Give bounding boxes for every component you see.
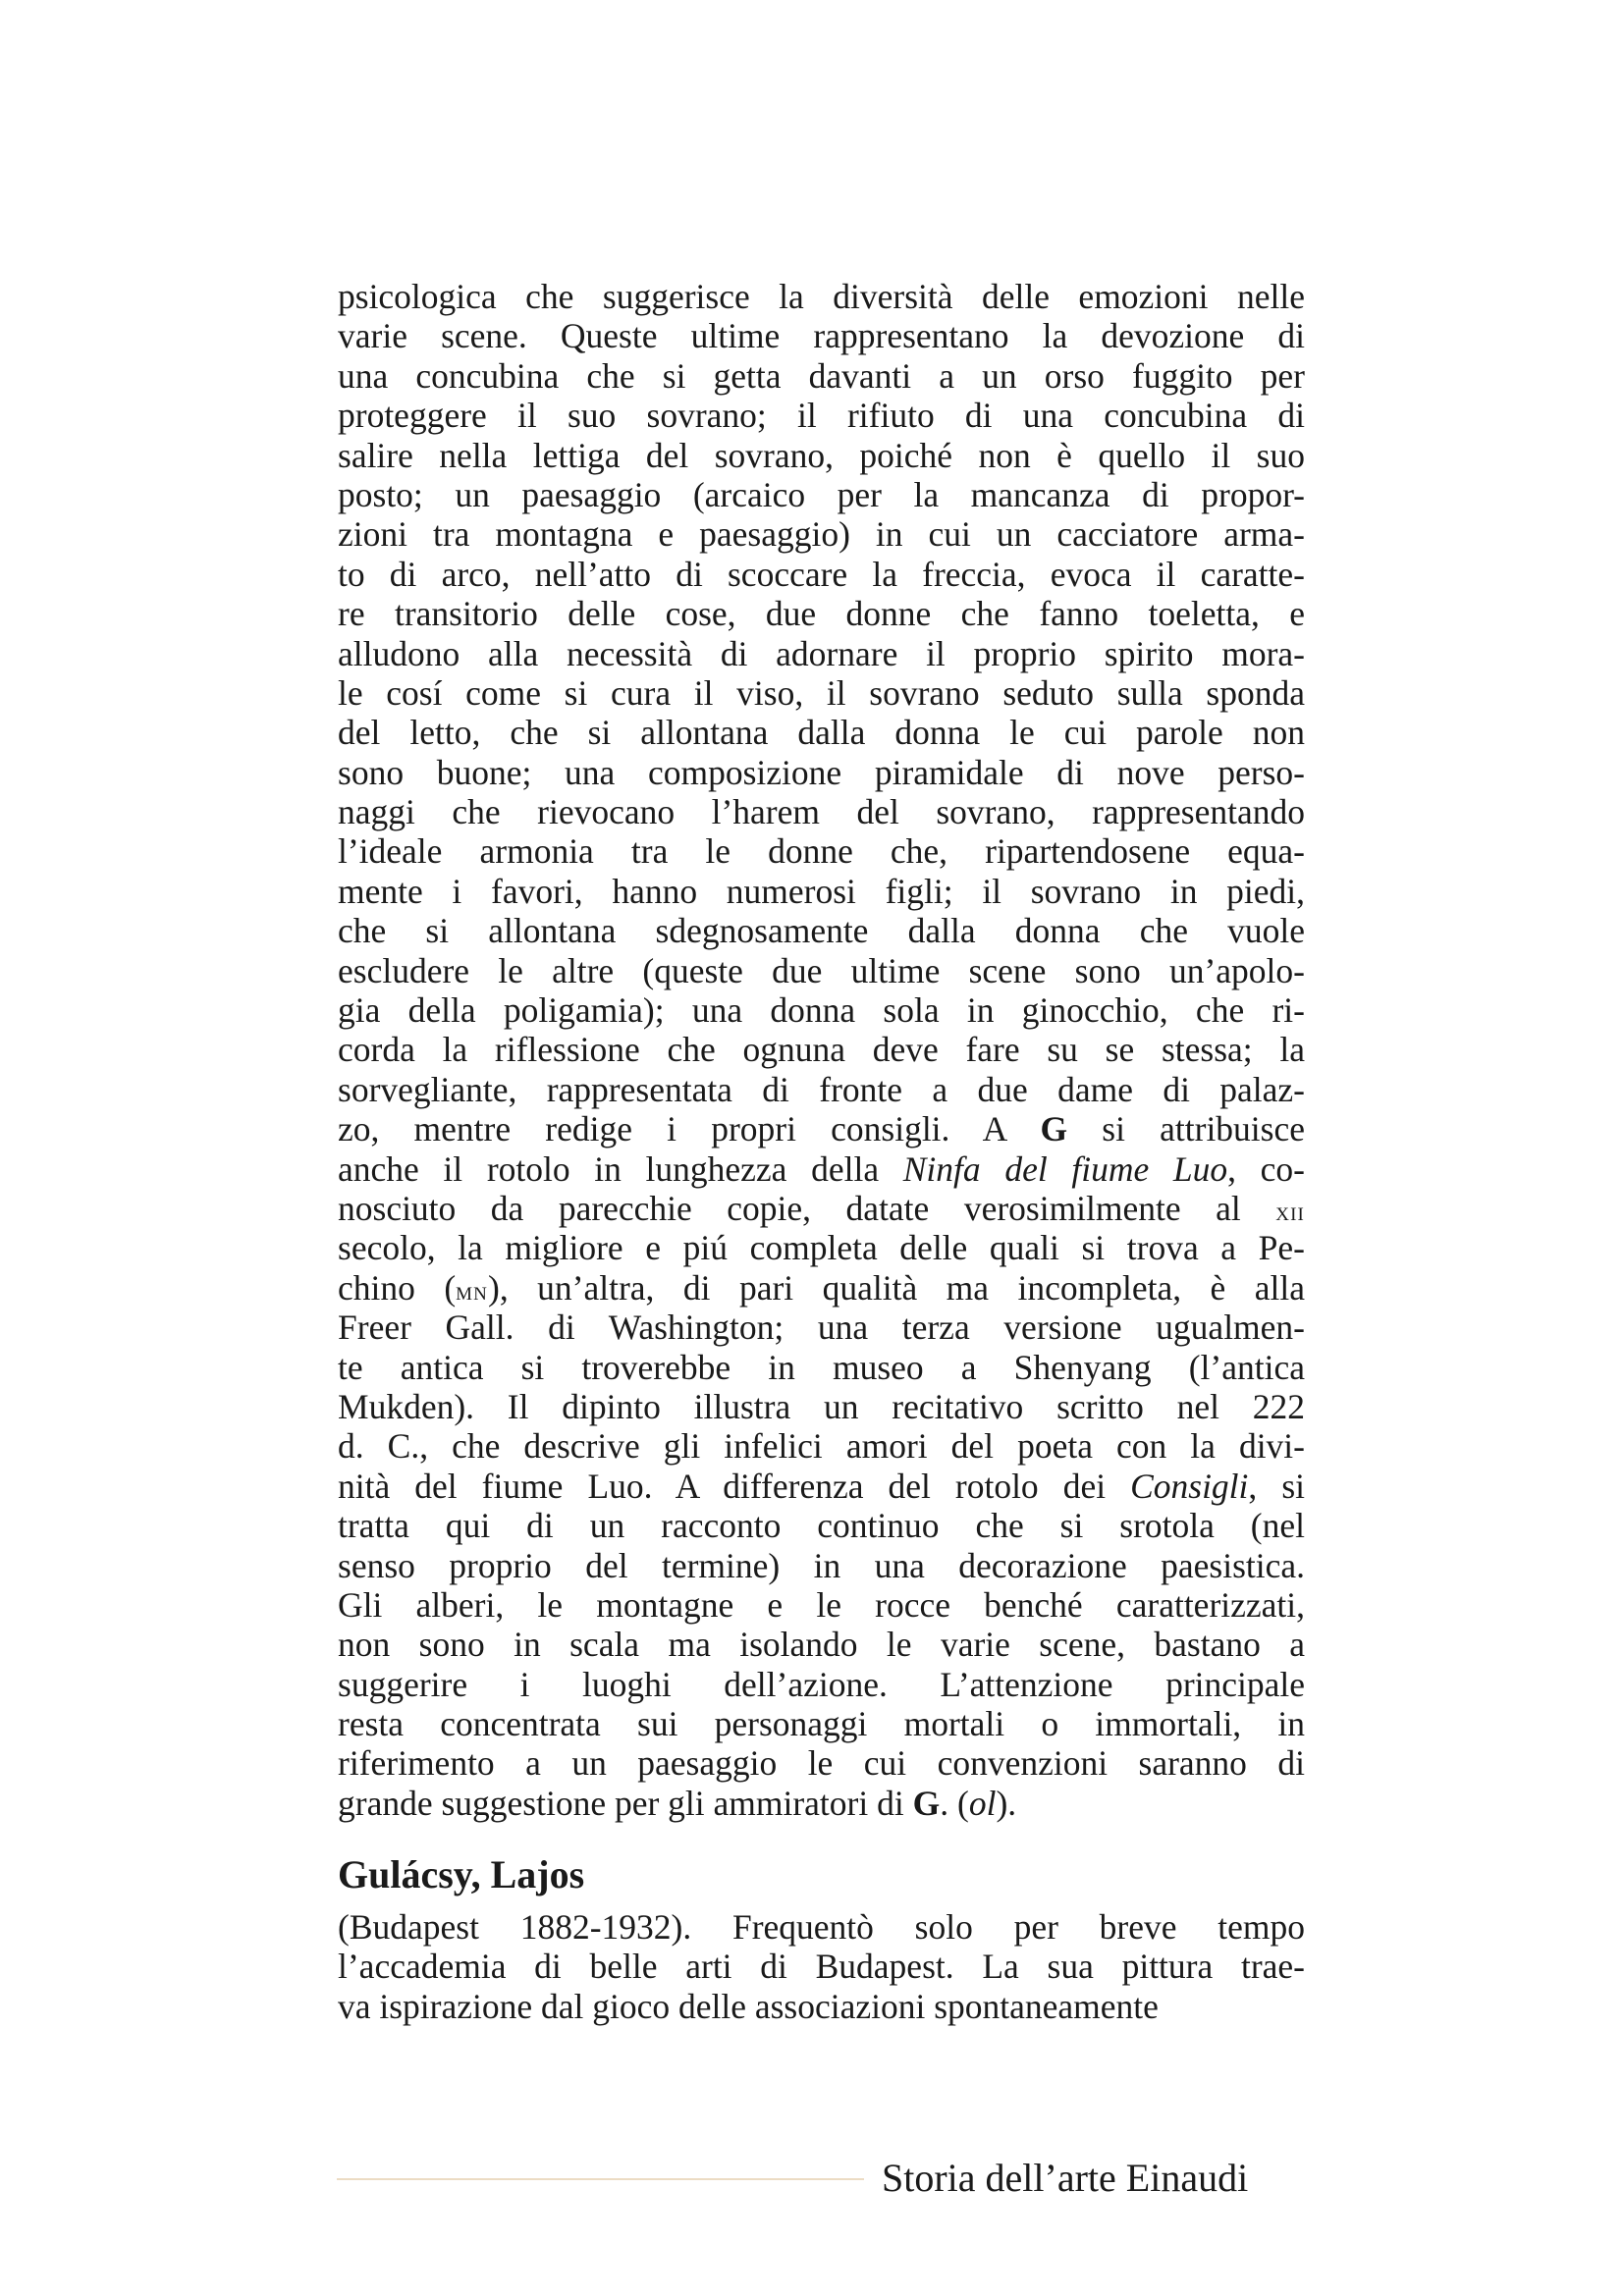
- text-run: sorvegliante, rappresentata di fronte a due dame di palaz-: [338, 1069, 1305, 1109]
- main-text-line: [338, 1665, 1305, 1704]
- italic-run: ol: [968, 1783, 997, 1823]
- main-text-line: [338, 1426, 1305, 1466]
- main-text-line: [338, 436, 1305, 475]
- main-text-line: [338, 1625, 1305, 1664]
- text-run: ).: [996, 1783, 1017, 1823]
- main-text-line: [338, 1704, 1305, 1743]
- text-run: Mukden). Il dipinto illustra un recitativo scritto nel 222: [338, 1386, 1305, 1426]
- main-text-line: [338, 1030, 1305, 1069]
- text-run: secolo, la migliore e piú completa delle quali si trova a Pe-: [338, 1228, 1305, 1268]
- italic-run: Consigli: [1130, 1466, 1249, 1506]
- text-run: zo, mentre redige i propri consigli. A: [338, 1109, 1041, 1149]
- main-text-line: [338, 713, 1305, 752]
- main-text-line: [338, 1268, 1305, 1308]
- main-text-line: [338, 555, 1305, 594]
- text-run: d. C., che descrive gli infelici amori del poeta con la divi-: [338, 1426, 1305, 1467]
- text-run: sono buone; una composizione piramidale di nove perso-: [338, 752, 1305, 792]
- main-text-line: [338, 396, 1305, 435]
- text-run: nità del fiume Luo. A differenza del rotolo dei: [338, 1466, 1131, 1506]
- main-text-line: [338, 1308, 1305, 1347]
- text-run: psicologica che suggerisce la diversità delle emozioni nelle: [338, 277, 1305, 316]
- main-text-line: [338, 1585, 1305, 1625]
- main-text-line: [338, 1070, 1305, 1109]
- main-text-line: [338, 634, 1305, 673]
- text-run: non sono in scala ma isolando le varie scene, bastano a: [338, 1625, 1305, 1665]
- text-run: naggi che rievocano l’harem del sovrano, rappresentando: [338, 792, 1305, 832]
- text-run: tratta qui di un racconto continuo che si srotola (nel: [338, 1506, 1305, 1546]
- text-run: salire nella lettiga del sovrano, poiché non è quello il suo: [338, 435, 1305, 475]
- text-run: nosciuto da parecchie copie, datate verosimilmente al: [338, 1188, 1276, 1228]
- main-text-line: [338, 277, 1305, 316]
- main-text-line: [338, 792, 1305, 831]
- italic-run: Ninfa del fiume Luo: [902, 1148, 1228, 1189]
- entry-text-line: [338, 1947, 1305, 1986]
- main-text-line: [338, 594, 1305, 633]
- main-text-line: [338, 1784, 1305, 1823]
- text-run: le cosí come si cura il viso, il sovrano seduto sulla sponda: [338, 672, 1305, 713]
- text-run: re transitorio delle cose, due donne che fanno toeletta, e: [338, 594, 1305, 634]
- main-text-line: [338, 1387, 1305, 1426]
- small-caps-run: mn: [456, 1274, 488, 1306]
- entry-text-line: [338, 1907, 1305, 1947]
- main-text-line: [338, 1109, 1305, 1148]
- footer-rule: [337, 2178, 864, 2180]
- main-text-line: [338, 1506, 1305, 1545]
- main-text-line: [338, 1228, 1305, 1267]
- text-run: anche il rotolo in lunghezza della: [338, 1148, 903, 1189]
- text-run: zioni tra montagna e paesaggio) in cui un cacciatore arma-: [338, 514, 1305, 555]
- text-run: escludere le altre (queste due ultime scene sono un’apolo-: [338, 950, 1305, 990]
- text-run: riferimento a un paesaggio le cui convenzioni saranno di: [338, 1743, 1305, 1784]
- entry-text-block: [338, 1907, 1305, 2026]
- text-run: mente i favori, hanno numerosi figli; il sovrano in piedi,: [338, 871, 1305, 911]
- text-run: Freer Gall. di Washington; una terza versione ugualmen-: [338, 1308, 1305, 1348]
- main-text-line: [338, 356, 1305, 396]
- text-run: che si allontana sdegnosamente dalla donna che vuole: [338, 911, 1305, 951]
- main-text-line: [338, 951, 1305, 990]
- text-run: resta concentrata sui personaggi mortali o immortali, in: [338, 1704, 1305, 1744]
- text-run: ), un’altra, di pari qualità ma incompleta, è alla: [488, 1267, 1305, 1308]
- text-run: si attribuisce: [1067, 1109, 1305, 1149]
- text-run: Gli alberi, le montagne e le rocce benché caratterizzati,: [338, 1584, 1305, 1625]
- main-text-block: [338, 277, 1305, 1823]
- text-run: l’accademia di belle arti di Budapest. La sua pittura trae-: [338, 1947, 1305, 1987]
- main-text-line: [338, 673, 1305, 713]
- text-run: (Budapest 1882-1932). Frequentò solo per breve tempo: [338, 1907, 1305, 1947]
- main-text-line: [338, 1467, 1305, 1506]
- text-run: te antica si troverebbe in museo a Shenyang (l’antica: [338, 1347, 1305, 1387]
- main-text-line: [338, 475, 1305, 514]
- text-run: una concubina che si getta davanti a un orso fuggito per: [338, 355, 1305, 396]
- text-run: suggerire i luoghi dell’azione. L’attenzione principale: [338, 1664, 1305, 1704]
- text-run: proteggere il suo sovrano; il rifiuto di una concubina di: [338, 396, 1305, 436]
- text-run: va ispirazione dal gioco delle associazioni spontaneamente: [338, 1986, 1159, 2026]
- text-run: . (: [940, 1783, 969, 1823]
- text-run: del letto, che si allontana dalla donna le cui parole non: [338, 713, 1305, 753]
- text-run: to di arco, nell’atto di scoccare la freccia, evoca il caratte-: [338, 554, 1305, 594]
- bold-run: G: [912, 1783, 941, 1823]
- main-text-line: [338, 1348, 1305, 1387]
- main-text-line: [338, 990, 1305, 1030]
- main-text-line: [338, 872, 1305, 911]
- main-text-line: [338, 1149, 1305, 1189]
- text-run: senso proprio del termine) in una decorazione paesistica.: [338, 1545, 1305, 1585]
- text-run: alludono alla necessità di adornare il proprio spirito mora-: [338, 633, 1305, 673]
- main-text-line: [338, 1189, 1305, 1228]
- bold-run: G: [1040, 1109, 1068, 1149]
- text-run: grande suggestione per gli ammiratori di: [338, 1783, 913, 1823]
- entry-text-line: [338, 1987, 1305, 2026]
- main-text-line: [338, 753, 1305, 792]
- text-run: varie scene. Queste ultime rappresentano la devozione di: [338, 316, 1305, 356]
- text-run: , si: [1248, 1466, 1305, 1506]
- main-text-line: [338, 1546, 1305, 1585]
- text-run: posto; un paesaggio (arcaico per la mancanza di propor-: [338, 474, 1305, 514]
- text-run: corda la riflessione che ognuna deve fare su se stessa; la: [338, 1030, 1305, 1070]
- main-text-line: [338, 831, 1305, 871]
- entry-heading: Gulácsy, Lajos: [338, 1852, 585, 1896]
- main-text-line: [338, 514, 1305, 554]
- text-run: chino (: [338, 1267, 457, 1308]
- main-text-line: [338, 316, 1305, 355]
- footer-title: Storia dell’arte Einaudi: [882, 2156, 1249, 2200]
- text-run: l’ideale armonia tra le donne che, ripartendosene equa-: [338, 831, 1305, 872]
- main-text-line: [338, 911, 1305, 950]
- main-text-line: [338, 1743, 1305, 1783]
- small-caps-run: xii: [1275, 1195, 1305, 1226]
- text-run: gia della poligamia); una donna sola in ginocchio, che ri-: [338, 990, 1305, 1031]
- text-run: , co-: [1227, 1148, 1305, 1189]
